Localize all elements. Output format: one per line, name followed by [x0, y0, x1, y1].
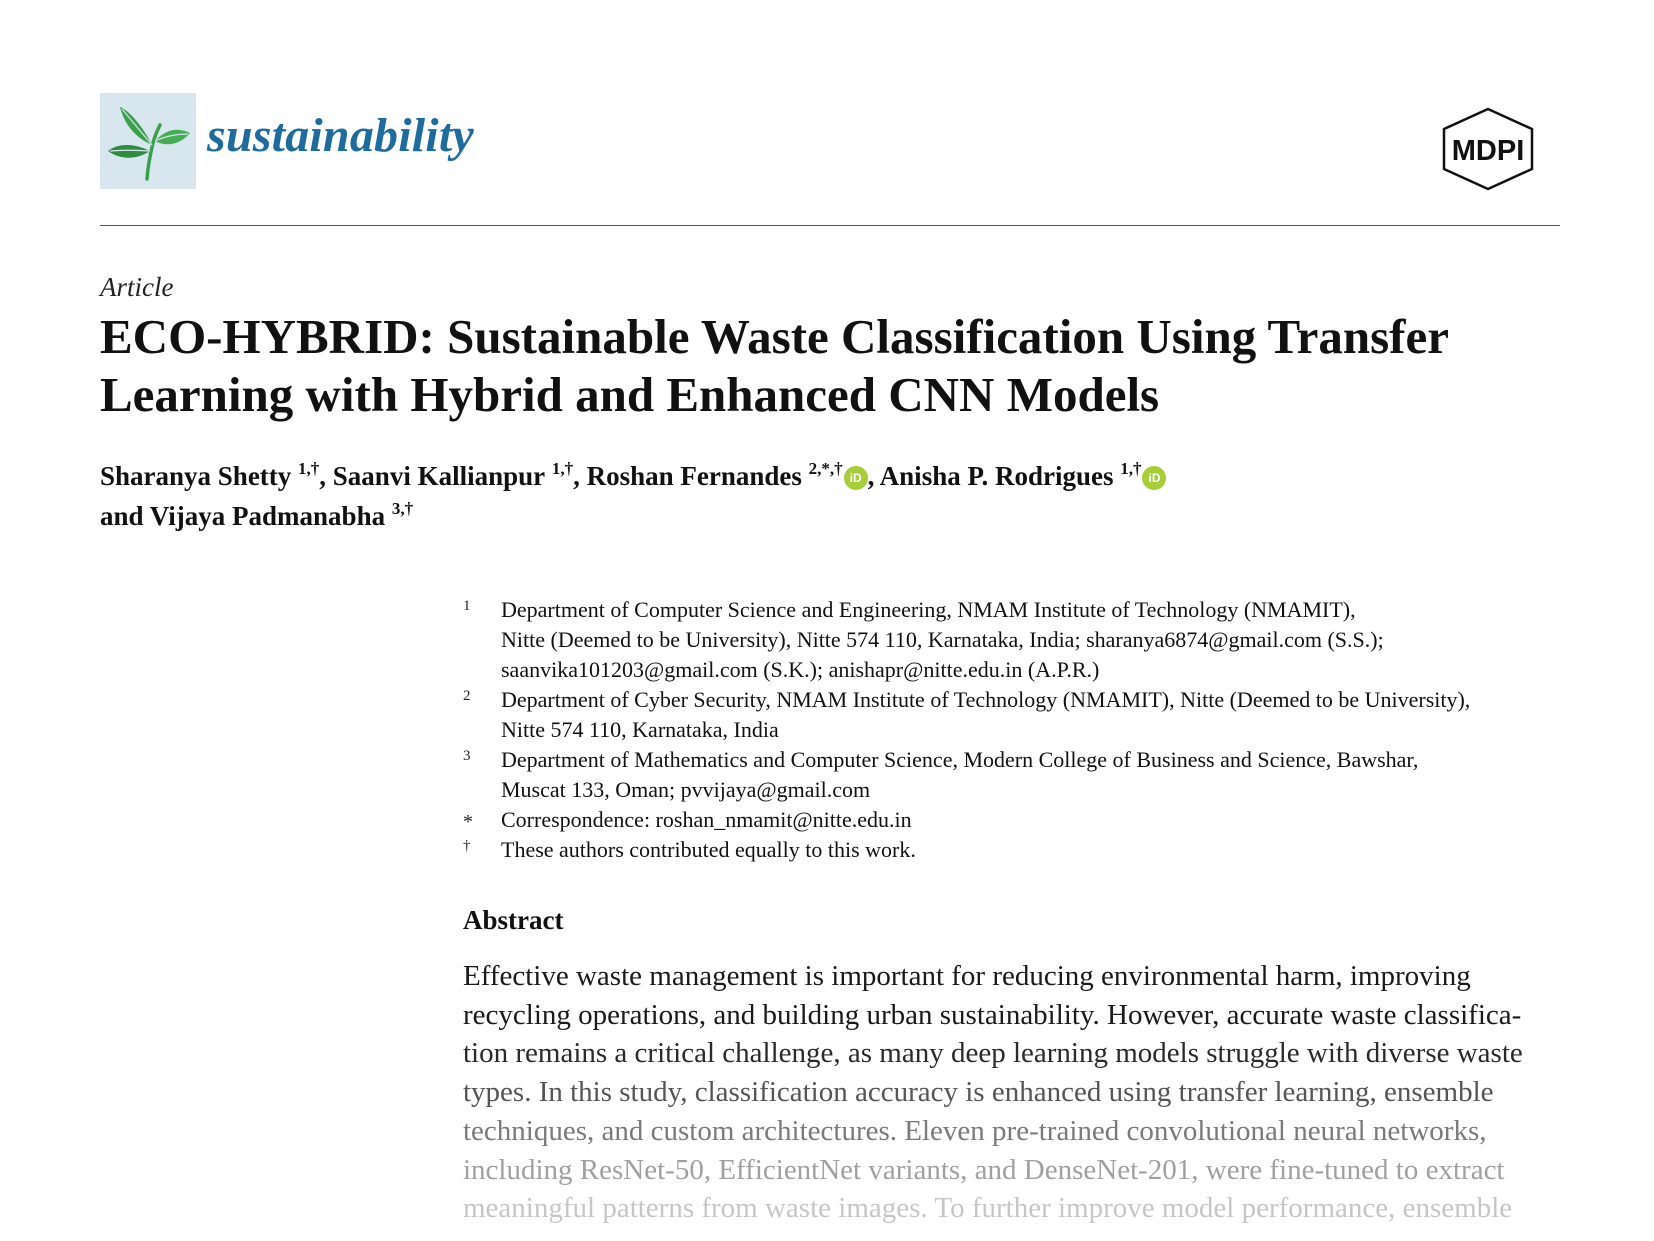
abstract-line: tion remains a critical challenge, as many deep learning models struggle with diverse waste: [463, 1037, 1523, 1070]
title-line: Learning with Hybrid and Enhanced CNN Models: [100, 367, 1160, 422]
author-list: [100, 456, 1580, 536]
author-affiliation-mark: 1,†: [1120, 459, 1142, 478]
affiliation-item: [463, 745, 1583, 805]
correspondence-line: Correspondence: roshan_nmamit@nitte.edu.in: [501, 807, 912, 832]
publisher-logo: [1440, 107, 1536, 191]
affiliation-list: [463, 595, 1583, 865]
author-name[interactable]: Saanvi Kallianpur: [332, 461, 546, 491]
affiliation-line: Nitte (Deemed to be University), Nitte 574 110, Karnataka, India; sharanya6874@gmail.com (S.S.);: [501, 627, 1384, 652]
affiliation-mark: 3: [463, 748, 471, 764]
author-name[interactable]: Anisha P. Rodrigues: [879, 461, 1114, 491]
header-divider: [100, 225, 1560, 226]
author-name[interactable]: and Vijaya Padmanabha: [100, 501, 386, 531]
author-name[interactable]: Sharanya Shetty: [100, 461, 292, 491]
abstract-line: types. In this study, classification accuracy is enhanced using transfer learning, ensemble: [463, 1076, 1494, 1109]
affiliation-item: [463, 685, 1583, 745]
author-affiliation-mark: 3,†: [391, 499, 414, 518]
equal-contribution-item: [463, 835, 1583, 865]
affiliation-line: Department of Mathematics and Computer Science, Modern College of Business and Science, Bawshar,: [501, 747, 1419, 772]
abstract-line: recycling operations, and building urban sustainability. However, accurate waste classifica-: [463, 998, 1522, 1031]
author-separator: ,: [319, 461, 333, 491]
author-affiliation-mark: 1,†: [298, 459, 320, 478]
article-title: [100, 308, 1580, 424]
journal-name: sustainability: [207, 109, 474, 162]
abstract-line: meaningful patterns from waste images. To further improve model performance, ensemble: [463, 1192, 1513, 1225]
publisher-logo-text: MDPI: [1451, 135, 1525, 167]
affiliation-line: Department of Cyber Security, NMAM Institute of Technology (NMAMIT), Nitte (Deemed to be University),: [501, 687, 1471, 712]
abstract-line: techniques, and custom architectures. Eleven pre-trained convolutional neural networks,: [463, 1114, 1487, 1147]
abstract-line: Effective waste management is important for reducing environmental harm, improving: [463, 960, 1471, 992]
affiliation-item: [463, 595, 1583, 685]
author-separator: ,: [867, 461, 880, 491]
title-line: ECO-HYBRID: Sustainable Waste Classification Using Transfer: [100, 309, 1449, 364]
author-line: [100, 456, 1580, 496]
affiliation-line: Department of Computer Science and Engineering, NMAM Institute of Technology (NMAMIT),: [501, 597, 1356, 622]
orcid-icon[interactable]: iD: [844, 466, 868, 490]
affiliation-line: Muscat 133, Oman; pvvijaya@gmail.com: [501, 777, 871, 802]
correspondence-item: [463, 805, 1583, 835]
affiliation-mark: 2: [463, 688, 471, 704]
abstract-body: [463, 957, 1573, 1228]
article-type: Article: [100, 272, 174, 302]
abstract-line: including ResNet-50, EfficientNet variants, and DenseNet-201, were fine-tuned to extract: [463, 1153, 1505, 1186]
dagger-mark: †: [463, 838, 471, 854]
author-affiliation-mark: 2,*,†: [808, 459, 843, 478]
affiliation-line: saanvika101203@gmail.com (S.K.); anishapr@nitte.edu.in (A.P.R.): [501, 657, 1100, 682]
abstract-heading: Abstract: [463, 905, 564, 935]
author-name[interactable]: Roshan Fernandes: [586, 461, 802, 491]
affiliation-mark: 1: [463, 598, 471, 614]
affiliation-line: Nitte 574 110, Karnataka, India: [501, 717, 779, 742]
author-line: [100, 496, 1580, 536]
leaf-sprout-icon: [100, 93, 196, 189]
author-separator: ,: [573, 461, 587, 491]
equal-contribution-line: These authors contributed equally to this work.: [501, 837, 916, 862]
author-affiliation-mark: 1,†: [551, 459, 574, 478]
orcid-icon[interactable]: iD: [1142, 466, 1166, 490]
correspondence-mark: *: [463, 811, 473, 833]
